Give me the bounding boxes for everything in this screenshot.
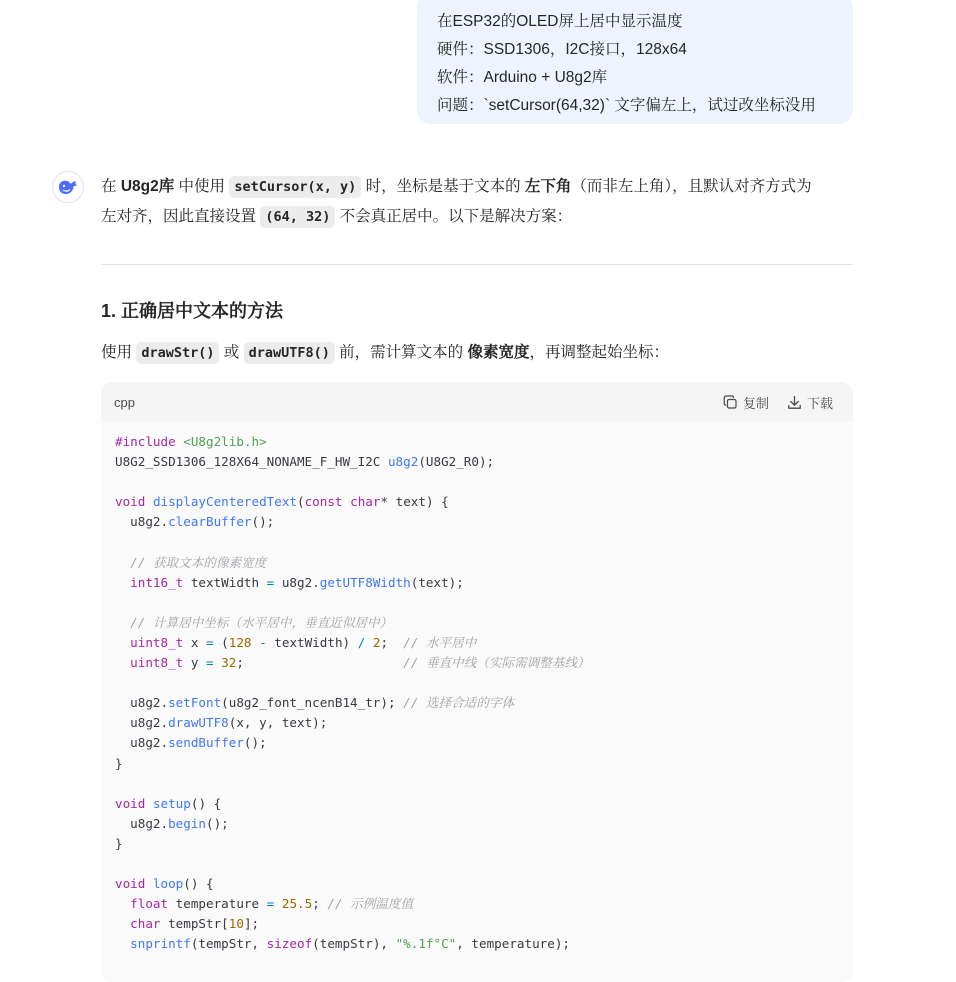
- text-span: 不会真正居中。以下是解决方案：: [335, 208, 573, 225]
- code-line: u8g2.setFont(u8g2_font_ncenB14_tr); // 选择合适的字体: [115, 695, 515, 711]
- code-line: u8g2.clearBuffer();: [115, 514, 275, 530]
- bold-text: U8g2库: [120, 178, 175, 195]
- code-line: // 获取文本的像素宽度: [130, 554, 267, 570]
- text-span: 时，坐标是基于文本的: [361, 178, 525, 195]
- text-span: 左对齐，因此直接设置: [101, 208, 261, 225]
- user-message-line: 在ESP32的OLED屏上居中显示温度: [437, 13, 683, 30]
- user-message-line: 软件：Arduino + U8g2库: [437, 69, 608, 86]
- code-line: uint8_t y = 32; // 垂直中线（实际需调整基线）: [130, 655, 590, 671]
- code-line: u8g2.sendBuffer();: [115, 735, 267, 751]
- inline-code: drawStr(): [136, 342, 219, 364]
- method-description: [101, 338, 669, 368]
- code-line: u8g2.begin();: [115, 815, 229, 831]
- bold-text: 左下角: [524, 178, 572, 195]
- answer-intro-line-1: [101, 172, 812, 202]
- user-message-bubble: [417, 0, 853, 124]
- inline-code: setCursor(x, y): [229, 176, 361, 198]
- code-line: void setup() {: [115, 795, 222, 811]
- code-line: // 计算居中坐标（水平居中，垂直近似居中）: [130, 614, 393, 630]
- answer-intro-line-2: [101, 202, 572, 232]
- text-span: ，再调整起始坐标：: [529, 344, 670, 361]
- copy-label: 复制: [742, 395, 769, 411]
- text-span: 中使用: [174, 178, 230, 195]
- code-block-header: [101, 382, 853, 422]
- whale-logo-icon: [57, 178, 79, 196]
- download-code-button[interactable]: [787, 393, 833, 412]
- code-line: }: [115, 755, 123, 771]
- bold-text: 像素宽度: [467, 344, 530, 361]
- text-span: 前，需计算文本的: [334, 344, 468, 361]
- code-line: int16_t textWidth = u8g2.getUTF8Width(text);: [130, 574, 464, 590]
- text-span: 或: [219, 344, 244, 361]
- code-line: [115, 854, 839, 874]
- user-message-line: 硬件：SSD1306，I2C接口，128x64: [437, 41, 687, 58]
- code-line: float temperature = 25.5; // 示例温度值: [130, 896, 414, 912]
- code-line: u8g2.drawUTF8(x, y, text);: [115, 715, 328, 731]
- code-line: char tempStr[10];: [130, 916, 260, 932]
- copy-icon: [723, 395, 738, 410]
- text-span: （而非左上角），且默认对齐方式为: [571, 178, 812, 195]
- code-language-label: cpp: [114, 394, 135, 410]
- divider: [101, 264, 853, 265]
- code-line: snprintf(tempStr, sizeof(tempStr), "%.1f°C", temperature);: [130, 936, 570, 952]
- code-actions: [723, 393, 833, 412]
- code-content: [101, 422, 853, 982]
- text-span: 在: [101, 178, 121, 195]
- inline-code: (64, 32): [260, 206, 335, 228]
- inline-code: drawUTF8(): [244, 342, 335, 364]
- code-line: uint8_t x = (128 - textWidth) / 2; // 水平居中: [130, 634, 477, 650]
- code-line: [115, 673, 839, 693]
- text-span: 使用: [101, 344, 137, 361]
- assistant-avatar: [52, 171, 84, 203]
- code-line: [115, 472, 839, 492]
- code-line: }: [115, 835, 123, 851]
- copy-code-button[interactable]: [723, 393, 769, 412]
- code-line: void loop() {: [115, 876, 214, 892]
- code-line: void displayCenteredText(const char* text) {: [115, 494, 449, 510]
- section-heading: 1. 正确居中文本的方法: [101, 301, 284, 321]
- code-line: [115, 774, 839, 794]
- download-label: 下载: [806, 395, 833, 411]
- download-icon: [787, 395, 802, 410]
- code-line: [115, 593, 839, 613]
- code-line: [115, 532, 839, 552]
- code-line: U8G2_SSD1306_128X64_NONAME_F_HW_I2C u8g2(U8G2_R0);: [115, 454, 495, 470]
- user-message-line: 问题：`setCursor(64,32)` 文字偏左上，试过改坐标没用: [437, 97, 816, 114]
- code-line: #include <U8g2lib.h>: [115, 434, 267, 449]
- code-block: [101, 382, 853, 982]
